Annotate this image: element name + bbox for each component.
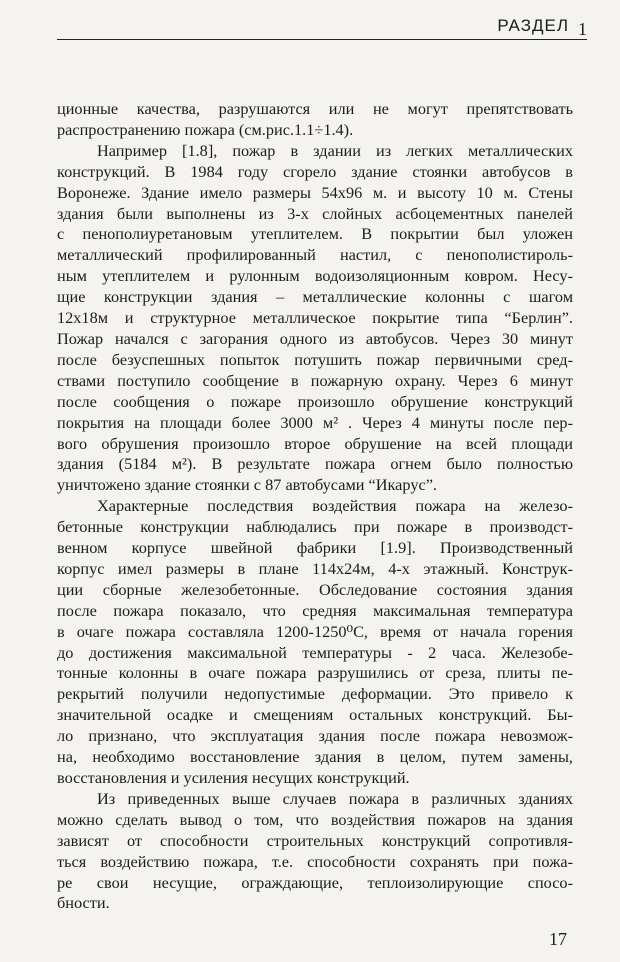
- text-line: уничтожено здание стоянки с 87 автобусами “Икарус”.: [57, 475, 438, 495]
- text-line: вого обрушения произошло второе обрушение на всей площади: [57, 433, 573, 453]
- text-line: бности.: [57, 893, 110, 913]
- text-line: ться воздействию пожара, т.е. способности сохранять при пожа-: [57, 851, 573, 871]
- text-line: венном корпусе швейной фабрики [1.9]. Производственный: [57, 538, 573, 558]
- paragraph: [57, 141, 573, 496]
- text-line: тонные колонны в очаге пожара разрушились от среза, плиты пе-: [57, 663, 573, 683]
- text-line: щие конструкции здания – металлические колонны с шагом: [57, 287, 573, 307]
- text-line: Например [1.8], пожар в здании из легких металлических: [97, 140, 573, 160]
- text-line: после пожара показало, что средняя максимальная температура: [57, 600, 573, 620]
- text-line: в очаге пожара составляла 1200-1250⁰С, время от начала горения: [57, 621, 573, 641]
- body-text: [57, 99, 573, 914]
- section-number: 1: [578, 19, 587, 39]
- text-line: после сообщения о пожаре произошло обрушение конструкций: [57, 391, 573, 411]
- text-line: здания были выполнены из 3-х слойных асбоцементных панелей: [57, 203, 573, 223]
- text-line: распространению пожара (см.рис.1.1÷1.4).: [57, 119, 354, 139]
- text-line: конструкций. В 1984 году сгорело здание стоянки автобусов в: [57, 161, 573, 181]
- text-line: ствами поступило сообщение в пожарную охрану. Через 6 минут: [57, 370, 573, 390]
- text-line: после безуспешных попыток потушить пожар первичными сред-: [57, 349, 573, 369]
- text-line: Пожар начался с загорания одного из автобусов. Через 30 минут: [57, 328, 573, 348]
- text-line: на, необходимо восстановление здания в целом, путем замены,: [57, 747, 573, 767]
- text-line: до достижения максимальной температуры - 2 часа. Железобе-: [57, 642, 573, 662]
- text-line: покрытия на площади более 3000 м² . Через 4 минуты после пер-: [57, 412, 573, 432]
- text-line: значительной осадке и смещениям остальных конструкций. Бы-: [57, 705, 573, 725]
- text-line: ции сборные железобетонные. Обследование состояния здания: [57, 579, 573, 599]
- text-line: 12х18м и структурное металлическое покрытие типа “Берлин”.: [57, 308, 573, 328]
- text-line: Из приведенных выше случаев пожара в различных зданиях: [97, 788, 573, 808]
- page-number: 17: [549, 929, 567, 949]
- text-line: рекрытий получили недопустимые деформации. Это привело к: [57, 684, 573, 704]
- text-line: Характерные последствия воздействия пожара на железо-: [97, 496, 573, 516]
- text-line: ным утеплителем и рулонным водоизоляционным ковром. Несу-: [57, 266, 573, 286]
- paragraph: [57, 99, 573, 141]
- text-line: ло признано, что эксплуатация здания после пожара невозмож-: [57, 726, 573, 746]
- text-line: Воронеже. Здание имело размеры 54х96 м. и высоту 10 м. Стены: [57, 182, 573, 202]
- text-line: здания (5184 м²). В результате пожара огнем было полностью: [57, 454, 573, 474]
- text-line: можно сделать вывод о том, что воздействия пожаров на здания: [57, 809, 573, 829]
- text-line: зависят от способности строительных конструкций сопротивля-: [57, 830, 573, 850]
- paragraph: [57, 496, 573, 789]
- running-header: [57, 14, 587, 44]
- text-line: металлический профилированный настил, с пенополистироль-: [57, 245, 573, 265]
- text-line: корпус имел размеры в плане 114х24м, 4-х этажный. Конструк-: [57, 558, 573, 578]
- section-label: РАЗДЕЛ: [491, 16, 569, 36]
- text-line: ре свои несущие, ограждающие, теплоизолирующие спосо-: [57, 872, 573, 892]
- header-rule: [57, 39, 587, 40]
- text-line: бетонные конструкции наблюдались при пожаре в производст-: [57, 517, 573, 537]
- paragraph: [57, 789, 573, 914]
- text-line: ционные качества, разрушаются или не могут препятствовать: [57, 99, 573, 118]
- text-line: с пенополиуретановым утеплителем. В покрытии был уложен: [57, 224, 573, 244]
- text-line: восстановления и усиления несущих конструкций.: [57, 768, 410, 787]
